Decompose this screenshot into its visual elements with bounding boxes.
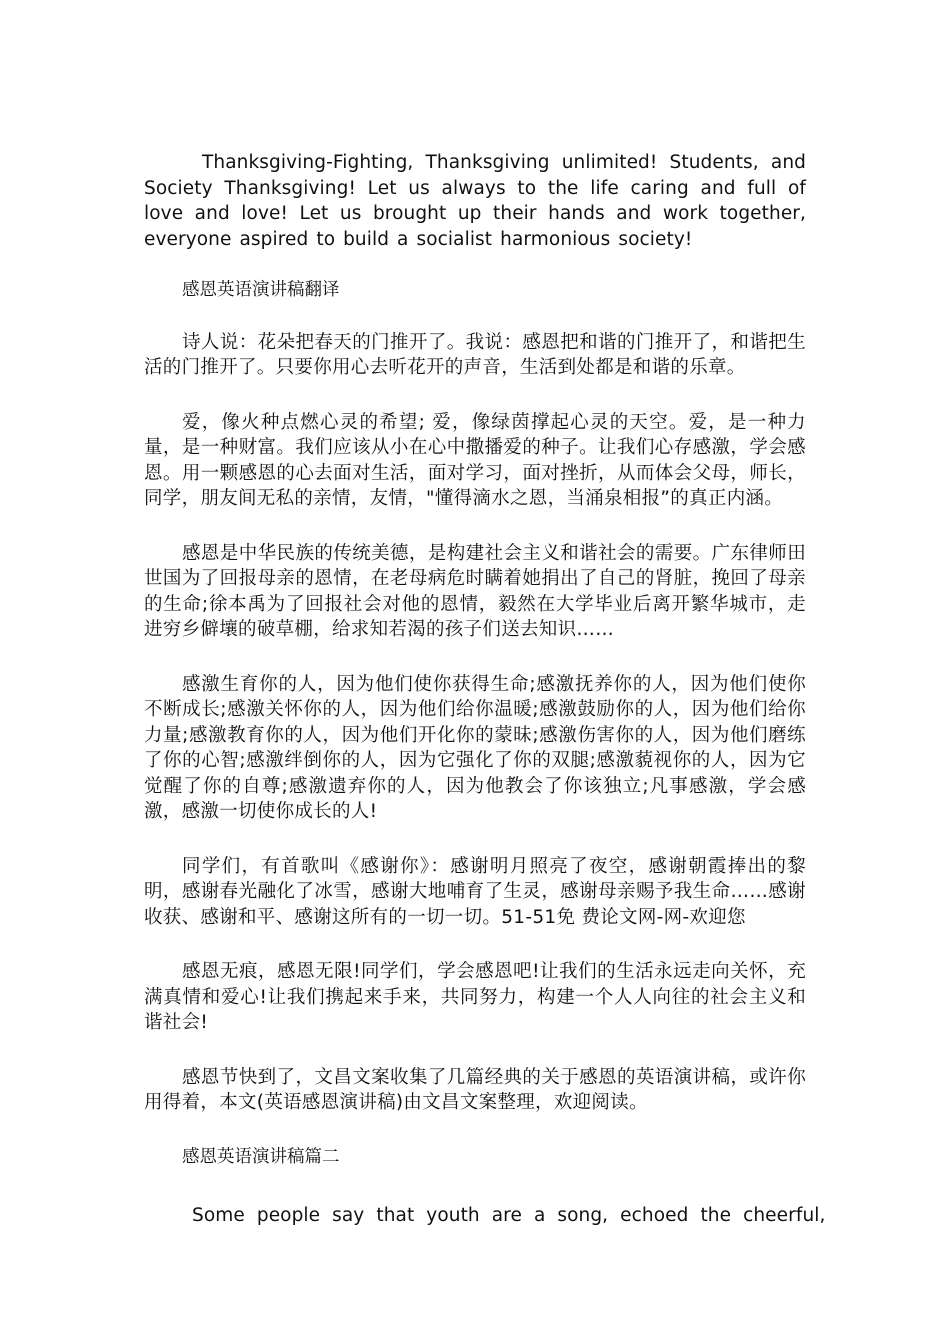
paragraph-poet: 诗人说：花朵把春天的门推开了。我说：感恩把和谐的门推开了，和谐把生活的门推开了。只要你用心去听花开的声音，生活到处都是和谐的乐章。	[144, 331, 806, 378]
paragraph-virtue: 感恩是中华民族的传统美德，是构建社会主义和谐社会的需要。广东律师田世国为了回报母亲的恩情，在老母病危时瞒着她捐出了自己的肾脏，挽回了母亲的生命;徐本禹为了回报社会对他的恩情，毅然在大学毕业后离开繁华城市，走进穷乡僻壤的破草棚，给求知若渴的孩子们送去知识……	[144, 542, 806, 640]
english-paragraph-thanksgiving: Thanksgiving-Fighting, Thanksgiving unlimited! Students, and Society Thanksgiving! Let us always to the life caring and full of love and love! Let us brought up their hands and work together, everyone aspired to build a socialist harmonious society!	[144, 152, 806, 250]
document-page	[144, 150, 826, 1229]
paragraph-song: 同学们，有首歌叫《感谢你》：感谢明月照亮了夜空，感谢朝霞捧出的黎明，感谢春光融化了冰雪，感谢大地哺育了生灵，感谢母亲赐予我生命……感谢收获、感谢和平、感谢这所有的一切一切。51-51免 费论文网-网-欢迎您	[144, 855, 806, 928]
section-heading-part-two: 感恩英语演讲稿篇二	[182, 1146, 340, 1167]
paragraph-gratitude-list: 感激生育你的人，因为他们使你获得生命;感激抚养你的人，因为他们使你不断成长;感激关怀你的人，因为他们给你温暖;感激鼓励你的人，因为他们给你力量;感激教育你的人，因为他们开化你的蒙昧;感激伤害你的人，因为他们磨练了你的心智;感激绊倒你的人，因为它强化了你的双腿;感激藐视你的人，因为它觉醒了你的自尊;感激遗弃你的人，因为他教会了你该独立;凡事感激，学会感激，感激一切使你成长的人!	[144, 673, 806, 822]
english-paragraph-youth: Some people say that youth are a song, echoed the cheerful,	[192, 1205, 826, 1226]
paragraph-intro-thanksgiving: 感恩节快到了，文昌文案收集了几篇经典的关于感恩的英语演讲稿，或许你用得着，本文(英语感恩演讲稿)由文昌文案整理，欢迎阅读。	[144, 1066, 806, 1113]
paragraph-love: 爱，像火种点燃心灵的希望; 爱，像绿茵撑起心灵的天空。爱，是一种力量，是一种财富。我们应该从小在心中撒播爱的种子。让我们心存感激，学会感恩。用一颗感恩的心去面对生活，面对学习，面对挫折，从而体会父母，师长，同学，朋友间无私的亲情，友情，"懂得滴水之恩，当涌泉相报”的真正内涵。	[144, 411, 806, 509]
paragraph-conclusion: 感恩无痕，感恩无限!同学们，学会感恩吧!让我们的生活永远走向关怀，充满真情和爱心!让我们携起来手来，共同努力，构建一个人人向往的社会主义和谐社会!	[144, 961, 806, 1033]
section-heading-translation: 感恩英语演讲稿翻译	[182, 280, 340, 300]
